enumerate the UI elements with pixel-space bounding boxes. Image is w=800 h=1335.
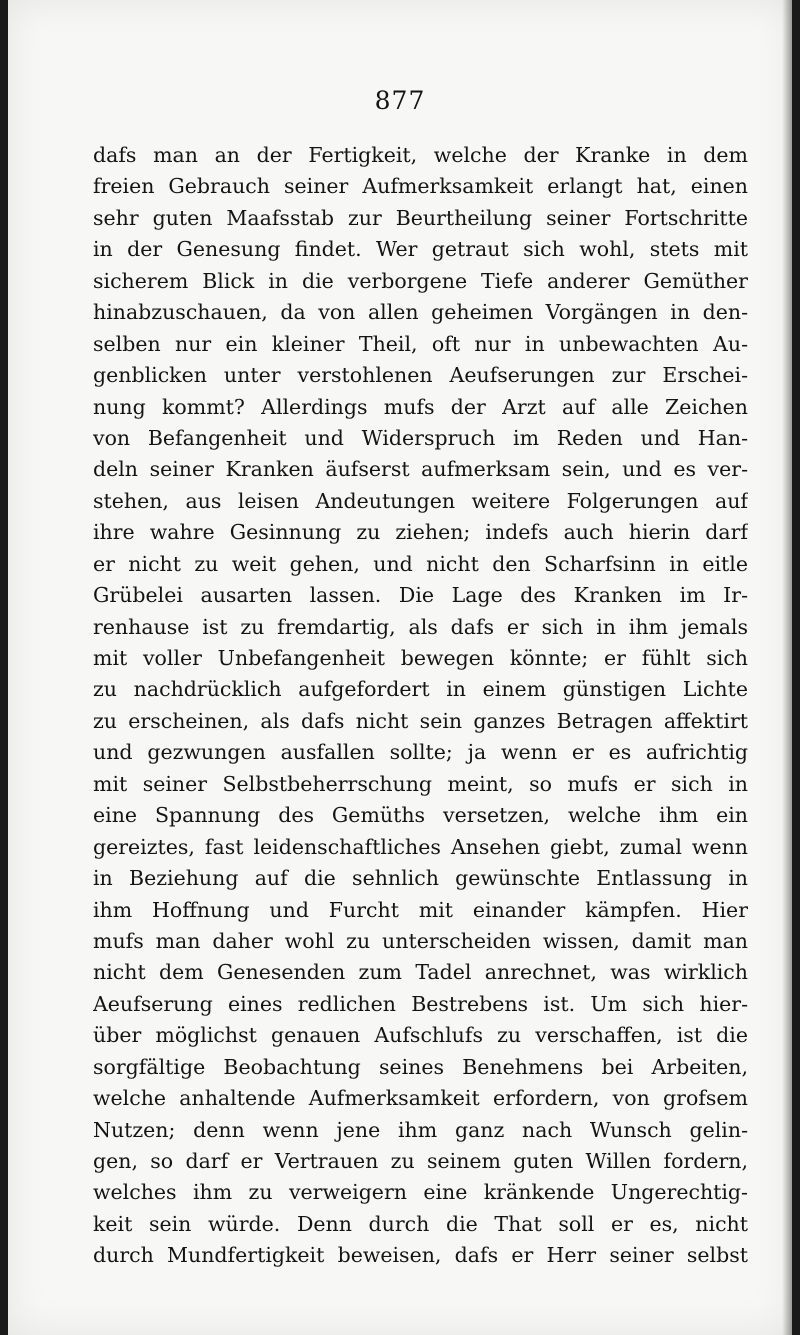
text-line: keit sein würde. Denn durch die That soll er es, nicht xyxy=(93,1211,748,1236)
text-line: durch Mundfertigkeit beweisen, dafs er Herr seiner selbst xyxy=(93,1243,748,1268)
text-line: gen, so darf er Vertrauen zu seinem guten Willen fordern, xyxy=(93,1149,748,1173)
text-line: und gezwungen ausfallen sollte; ja wenn er es aufrichtig xyxy=(93,740,748,765)
text-line: selben nur ein kleiner Theil, oft nur in unbewachten Au- xyxy=(93,331,748,356)
text-line: nicht dem Genesenden zum Tadel anrechnet, was wirklich xyxy=(93,960,748,985)
text-line: Grübelei ausarten lassen. Die Lage des Kranken im Ir- xyxy=(93,583,748,608)
body-text xyxy=(93,140,748,1272)
text-line: stehen, aus leisen Andeutungen weitere Folgerungen auf xyxy=(93,488,748,513)
text-line: nung kommt? Allerdings mufs der Arzt auf alle Zeichen xyxy=(93,394,748,419)
text-line: sorgfältige Beobachtung seines Benehmens bei Arbeiten, xyxy=(93,1054,748,1079)
text-line: renhause ist zu fremdartig, als dafs er sich in ihm jemals xyxy=(93,614,748,639)
text-line: von Befangenheit und Widerspruch im Reden und Han- xyxy=(93,425,748,450)
text-line: genblicken unter verstohlenen Aeufserungen zur Erschei- xyxy=(93,363,748,388)
text-line: über möglichst genauen Aufschlufs zu verschaffen, ist die xyxy=(93,1023,748,1048)
text-line: dafs man an der Fertigkeit, welche der Kranke in dem xyxy=(93,143,748,167)
text-line: sehr guten Maafsstab zur Beurtheilung seiner Fortschritte xyxy=(93,205,748,230)
text-line: deln seiner Kranken äufserst aufmerksam sein, und es ver- xyxy=(93,457,748,482)
text-line: welches ihm zu verweigern eine kränkende Ungerechtig- xyxy=(93,1180,748,1205)
text-line: mit voller Unbefangenheit bewegen könnte; er fühlt sich xyxy=(93,646,748,670)
text-line: Aeufserung eines redlichen Bestrebens ist. Um sich hier- xyxy=(93,991,748,1016)
text-line: ihm Hoffnung und Furcht mit einander kämpfen. Hier xyxy=(93,897,748,922)
text-line: hinabzuschauen, da von allen geheimen Vorgängen in den- xyxy=(93,300,748,325)
page-number: 877 xyxy=(374,86,426,115)
text-line: ihre wahre Gesinnung zu ziehen; indefs auch hierin darf xyxy=(93,520,748,545)
text-line: freien Gebrauch seiner Aufmerksamkeit erlangt hat, einen xyxy=(93,174,748,199)
text-line: mit seiner Selbstbeherrschung meint, so mufs er sich in xyxy=(93,771,748,796)
text-line: in Beziehung auf die sehnlich gewünschte Entlassung in xyxy=(93,866,748,891)
text-line: er nicht zu weit gehen, und nicht den Scharfsinn in eitle xyxy=(93,551,748,576)
text-line: eine Spannung des Gemüths versetzen, welche ihm ein xyxy=(93,803,748,828)
text-line: Nutzen; denn wenn jene ihm ganz nach Wunsch gelin- xyxy=(93,1117,748,1142)
text-line: gereiztes, fast leidenschaftliches Ansehen giebt, zumal wenn xyxy=(93,834,748,859)
text-line: mufs man daher wohl zu unterscheiden wissen, damit man xyxy=(93,928,748,953)
book-page xyxy=(8,0,792,1335)
text-line: sicherem Blick in die verborgene Tiefe anderer Gemüther xyxy=(93,268,748,293)
text-line: welche anhaltende Aufmerksamkeit erfordern, von grofsem xyxy=(93,1086,748,1111)
text-line: zu erscheinen, als dafs nicht sein ganzes Betragen affektirt xyxy=(93,708,748,733)
text-line: in der Genesung findet. Wer getraut sich wohl, stets mit xyxy=(93,237,748,262)
page-edge-shadow xyxy=(782,0,792,1335)
text-line: zu nachdrücklich aufgefordert in einem günstigen Lichte xyxy=(93,677,748,702)
